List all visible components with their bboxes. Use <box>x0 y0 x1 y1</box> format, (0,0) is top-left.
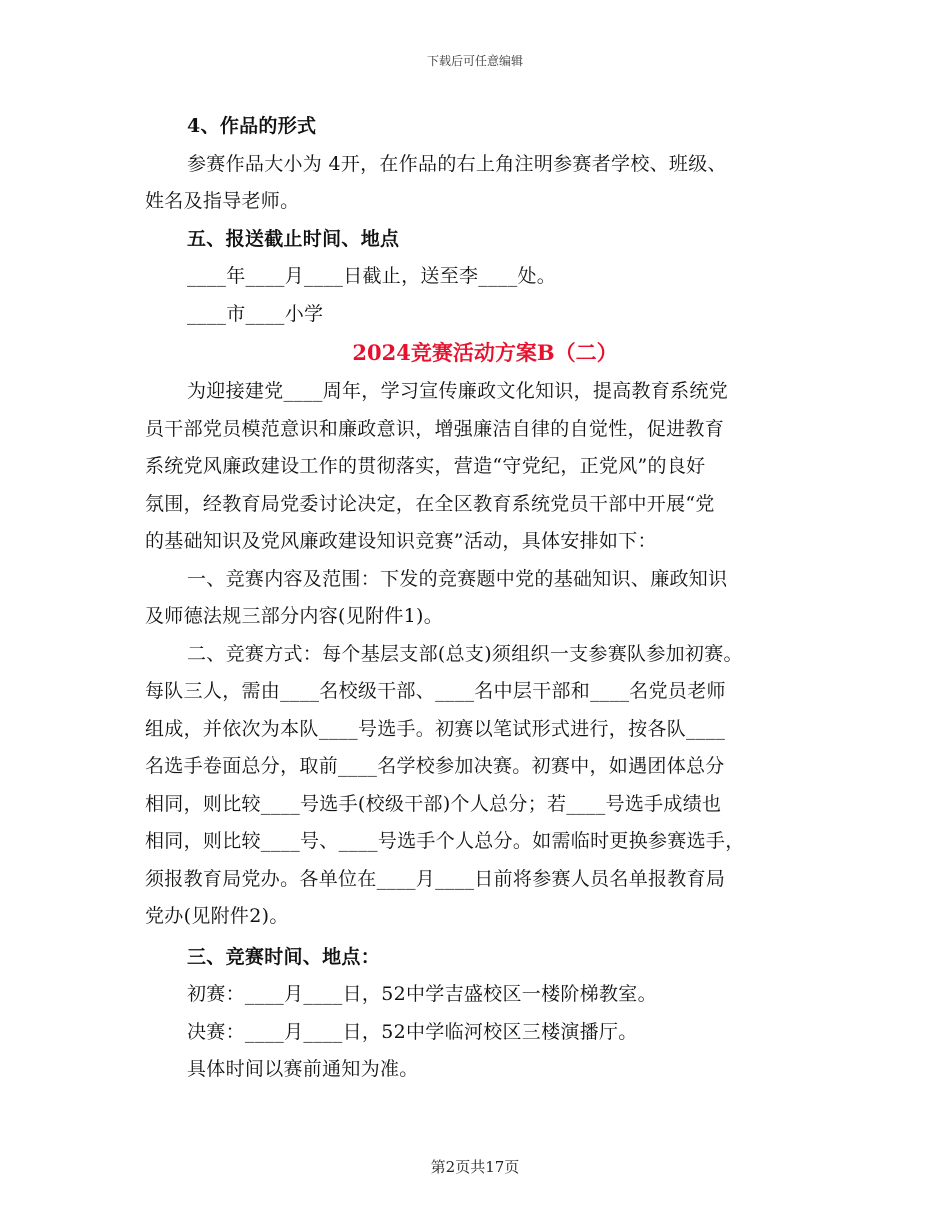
section1-line: 一、竞赛内容及范围：下发的竞赛题中党的基础知识、廉政知识 <box>187 567 728 590</box>
paragraph-line: ____年____月____日截止，送至李____处。 <box>187 265 557 287</box>
page-number-footer: 第2页共17页 <box>430 1158 520 1176</box>
section2-line: 党办(见附件2)。 <box>145 905 289 927</box>
section2-line: 组成，并依次为本队____号选手。初赛以笔试形式进行，按各队____ <box>145 717 726 740</box>
section2-line: 相同，则比较____号选手(校级干部)个人总分；若____号选手成绩也 <box>145 792 722 815</box>
paragraph-line: 为迎接建党____周年，学习宣传廉政文化知识，提高教育系统党 <box>187 380 729 402</box>
page-header-note: 下载后可任意编辑 <box>426 54 523 68</box>
section3-line: 具体时间以赛前通知为准。 <box>187 1058 419 1080</box>
paragraph-line: 员干部党员模范意识和廉政意识，增强廉洁自律的自觉性，促进教育 <box>145 417 725 440</box>
paragraph-line: 参赛作品大小为 4开，在作品的右上角注明参赛者学校、班级、 <box>187 152 727 175</box>
section2-line: 相同，则比较____号、____号选手个人总分。如需临时更换参赛选手， <box>145 830 745 852</box>
document-title: 2024竞赛活动方案B（二） <box>352 340 618 365</box>
section3-line: 决赛：____月____日，52中学临河校区三楼演播厅。 <box>187 1020 638 1043</box>
document-body <box>145 108 825 1089</box>
paragraph-line: 系统党风廉政建设工作的贯彻落实，营造“守党纪，正党风”的良好 <box>145 455 706 477</box>
paragraph-line: ____市____小学 <box>187 302 324 325</box>
paragraph-line: 姓名及指导老师。 <box>145 190 300 212</box>
paragraph-line: 氛围，经教育局党委讨论决定，在全区教育系统党员干部中开展“党 <box>145 492 715 515</box>
section2-line: 二、竞赛方式：每个基层支部(总支)须组织一支参赛队参加初赛。 <box>187 642 743 665</box>
item4-heading: 4、作品的形式 <box>187 115 317 137</box>
section2-line: 名选手卷面总分，取前____名学校参加决赛。初赛中，如遇团体总分 <box>145 755 725 777</box>
section3-line: 初赛：____月____日，52中学吉盛校区一楼阶梯教室。 <box>187 983 657 1005</box>
section1-line: 及师德法规三部分内容(见附件1)。 <box>145 605 444 627</box>
item5-heading: 五、报送截止时间、地点 <box>187 227 400 250</box>
paragraph-line: 的基础知识及党风廉政建设知识竞赛”活动，具体安排如下： <box>145 530 657 552</box>
section2-line: 须报教育局党办。各单位在____月____日前将参赛人员名单报教育局 <box>145 867 726 890</box>
section2-line: 每队三人，需由____名校级干部、____名中层干部和____名党员老师 <box>145 680 726 702</box>
section3-heading: 三、竞赛时间、地点： <box>187 945 381 968</box>
